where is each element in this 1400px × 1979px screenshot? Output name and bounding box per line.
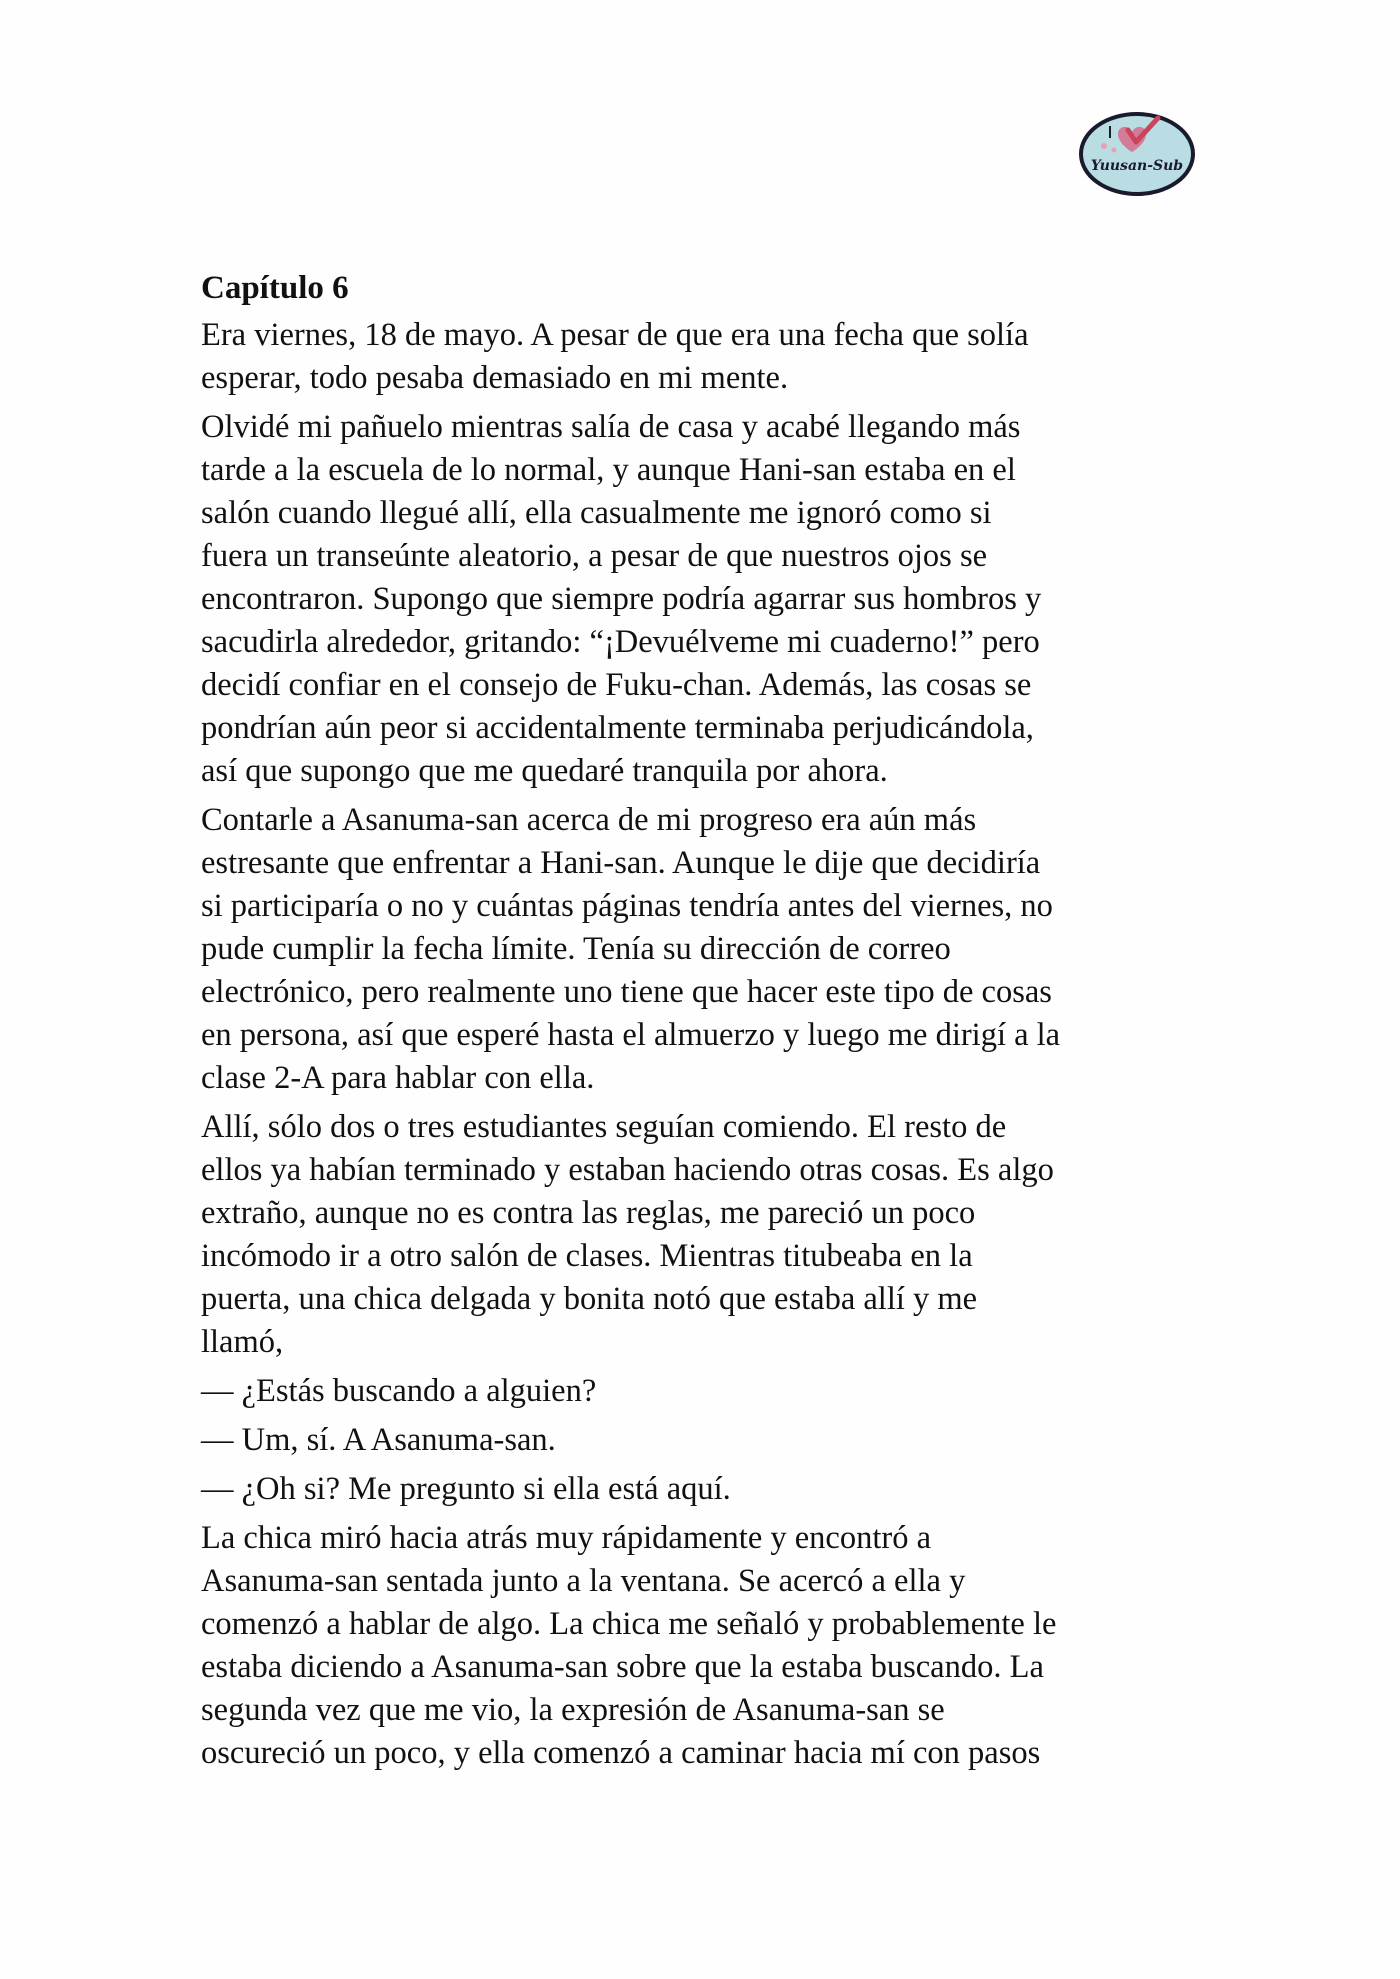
dialogue-line: — ¿Estás buscando a alguien? [201,1373,597,1409]
dialogue-line: — ¿Oh si? Me pregunto si ella está aquí. [201,1471,731,1507]
heart-check-logo-icon [1078,104,1196,196]
svg-text:Yuusan-Sub: Yuusan-Sub [1090,158,1184,174]
dialogue-line: — Um, sí. A Asanuma-san. [201,1422,556,1458]
chapter-title: Capítulo 6 [201,270,349,306]
paragraph: Olvidé mi pañuelo mientras salía de casa y acabé llegando más tarde a la escuela de lo normal, y aunque Hani-san estaba en el salón cuando llegué allí, ella casualmente me ignoró como si fuera un transeúnte aleatorio, a pesar de que nuestros ojos se encontraron. Supongo que siempre podría agarrar sus hombros y sacudirla alrededor, gritando: “¡Devuélveme mi cuaderno!” pero decidí confiar en el consejo de Fuku-chan. Además, las cosas se pondrían aún peor si accidentalmente terminaba perjudicándola, así que supongo que me quedaré tranquila por ahora. [201,409,1042,789]
paragraph: Era viernes, 18 de mayo. A pesar de que era una fecha que solía esperar, todo pesaba demasiado en mi mente. [201,317,1029,396]
paragraph: La chica miró hacia atrás muy rápidamente y encontró a Asanuma-san sentada junto a la ventana. Se acercó a ella y comenzó a hablar de algo. La chica me señaló y probablemente le estaba diciendo a Asanuma-san sobre que la estaba buscando. La segunda vez que me vio, la expresión de Asanuma-san se oscureció un poco, y ella comenzó a caminar hacia mí con pasos [201,1520,1057,1771]
paragraph: Contarle a Asanuma-san acerca de mi progreso era aún más estresante que enfrentar a Hani-san. Aunque le dije que decidiría si participaría o no y cuántas páginas tendría antes del viernes, no pude cumplir la fecha límite. Tenía su dirección de correo electrónico, pero realmente uno tiene que hacer este tipo de cosas en persona, así que esperé hasta el almuerzo y luego me dirigí a la clase 2-A para hablar con ella. [201,802,1061,1096]
paragraph: Allí, sólo dos o tres estudiantes seguían comiendo. El resto de ellos ya habían terminado y estaban haciendo otras cosas. Es algo extraño, aunque no es contra las reglas, me pareció un poco incómodo ir a otro salón de clases. Mientras titubeaba en la puerta, una chica delgada y bonita notó que estaba allí y me llamó, [201,1109,1054,1360]
chapter-content [201,264,1211,1781]
